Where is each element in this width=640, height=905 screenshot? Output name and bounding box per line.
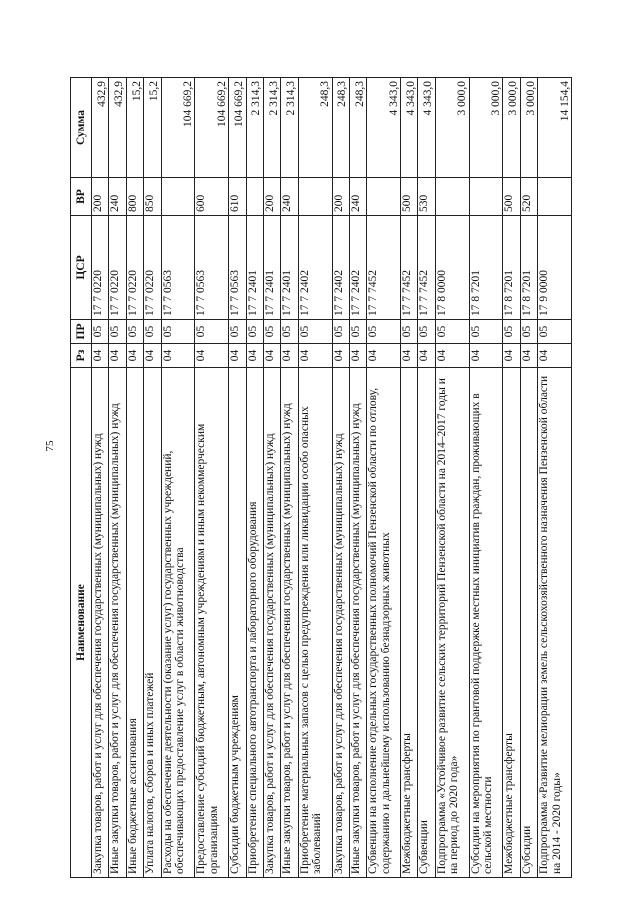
cell-name: Иные закупки товаров, работ и услуг для обеспечения государственных (муниципальных) нужд xyxy=(281,368,298,878)
cell-csr: 17 7 0220 xyxy=(92,216,109,320)
table-row xyxy=(229,78,246,878)
cell-sum: 104 669,2 xyxy=(229,78,246,178)
cell-csr: 17 7 0563 xyxy=(229,216,246,320)
table-row xyxy=(435,78,469,878)
table-row xyxy=(503,78,520,878)
cell-vr: 610 xyxy=(229,178,246,216)
cell-rz: 04 xyxy=(109,344,126,368)
cell-name: Межбюджетные трансферты xyxy=(503,368,520,878)
table-row xyxy=(281,78,298,878)
cell-sum: 2 314,3 xyxy=(246,78,263,178)
cell-name: Приобретение специального автотранспорта и лабораторного оборудования xyxy=(246,368,263,878)
page-number: 75 xyxy=(44,440,56,452)
cell-name: Субсидии на мероприятия по грантовой поддержке местных инициатив граждан, проживающих в сельской местности xyxy=(469,368,503,878)
cell-rz: 04 xyxy=(195,344,229,368)
table-row xyxy=(418,78,435,878)
cell-vr xyxy=(538,178,572,216)
table-row xyxy=(298,78,332,878)
cell-pr: 05 xyxy=(161,320,195,344)
cell-vr: 240 xyxy=(109,178,126,216)
cell-rz: 04 xyxy=(538,344,572,368)
cell-csr: 17 7 2401 xyxy=(263,216,280,320)
cell-sum: 3 000,0 xyxy=(435,78,469,178)
cell-vr: 850 xyxy=(144,178,161,216)
cell-sum: 432,9 xyxy=(109,78,126,178)
cell-vr: 800 xyxy=(126,178,143,216)
table-header-row xyxy=(71,78,92,878)
cell-csr: 17 7 2402 xyxy=(298,216,332,320)
cell-sum: 14 154,4 xyxy=(538,78,572,178)
cell-rz: 04 xyxy=(92,344,109,368)
cell-vr: 530 xyxy=(418,178,435,216)
cell-rz: 04 xyxy=(144,344,161,368)
cell-vr: 500 xyxy=(401,178,418,216)
cell-rz: 04 xyxy=(367,344,401,368)
cell-sum: 248,3 xyxy=(349,78,366,178)
table-row xyxy=(126,78,143,878)
cell-name: Предоставление субсидий бюджетным, автономным учреждениям и иным некоммерческим организациям xyxy=(195,368,229,878)
cell-csr: 17 7 0220 xyxy=(144,216,161,320)
cell-pr: 05 xyxy=(263,320,280,344)
cell-pr: 05 xyxy=(298,320,332,344)
cell-vr: 240 xyxy=(281,178,298,216)
cell-name: Иные закупки товаров, работ и услуг для обеспечения государственных (муниципальных) нужд xyxy=(349,368,366,878)
cell-rz: 04 xyxy=(126,344,143,368)
cell-csr: 17 7 2402 xyxy=(332,216,349,320)
cell-vr: 240 xyxy=(349,178,366,216)
cell-csr: 17 7 7452 xyxy=(418,216,435,320)
cell-sum: 4 343,0 xyxy=(367,78,401,178)
cell-sum: 2 314,3 xyxy=(263,78,280,178)
table-row xyxy=(538,78,572,878)
cell-vr: 520 xyxy=(520,178,537,216)
cell-vr xyxy=(469,178,503,216)
header-rz: Рз xyxy=(71,344,92,368)
table-row xyxy=(195,78,229,878)
header-vr: ВР xyxy=(71,178,92,216)
header-pr: ПР xyxy=(71,320,92,344)
cell-sum: 104 669,2 xyxy=(195,78,229,178)
cell-name: Подпрограмма «Устойчивое развитие сельских территорий Пензенской области на 2014–2017 годы и на период до 2020 года» xyxy=(435,368,469,878)
table-row xyxy=(246,78,263,878)
cell-vr xyxy=(246,178,263,216)
cell-csr: 17 7 2402 xyxy=(349,216,366,320)
table-row xyxy=(520,78,537,878)
header-csr: ЦСР xyxy=(71,216,92,320)
cell-vr xyxy=(435,178,469,216)
table-row xyxy=(401,78,418,878)
cell-name: Закупка товаров, работ и услуг для обеспечения государственных (муниципальных) нужд xyxy=(332,368,349,878)
cell-rz: 04 xyxy=(401,344,418,368)
cell-vr: 200 xyxy=(332,178,349,216)
cell-rz: 04 xyxy=(332,344,349,368)
cell-rz: 04 xyxy=(298,344,332,368)
cell-pr: 05 xyxy=(281,320,298,344)
cell-csr: 17 9 0000 xyxy=(538,216,572,320)
cell-vr: 200 xyxy=(263,178,280,216)
cell-csr: 17 7 0563 xyxy=(161,216,195,320)
cell-vr: 200 xyxy=(92,178,109,216)
cell-rz: 04 xyxy=(281,344,298,368)
cell-csr: 17 7 0563 xyxy=(195,216,229,320)
cell-pr: 05 xyxy=(401,320,418,344)
cell-csr: 17 8 7201 xyxy=(503,216,520,320)
cell-sum: 15,2 xyxy=(126,78,143,178)
cell-rz: 04 xyxy=(418,344,435,368)
cell-pr: 05 xyxy=(418,320,435,344)
cell-csr: 17 7 2401 xyxy=(246,216,263,320)
budget-table xyxy=(70,77,572,878)
table-row xyxy=(263,78,280,878)
cell-pr: 05 xyxy=(195,320,229,344)
cell-csr: 17 8 7201 xyxy=(469,216,503,320)
table-row xyxy=(161,78,195,878)
cell-sum: 432,9 xyxy=(92,78,109,178)
cell-sum: 248,3 xyxy=(332,78,349,178)
cell-rz: 04 xyxy=(520,344,537,368)
cell-rz: 04 xyxy=(503,344,520,368)
cell-sum: 3 000,0 xyxy=(469,78,503,178)
cell-rz: 04 xyxy=(229,344,246,368)
cell-csr: 17 8 7201 xyxy=(520,216,537,320)
cell-csr: 17 7 2401 xyxy=(281,216,298,320)
header-name: Наименование xyxy=(71,368,92,878)
cell-vr: 500 xyxy=(503,178,520,216)
cell-rz: 04 xyxy=(161,344,195,368)
table-row xyxy=(349,78,366,878)
cell-pr: 05 xyxy=(435,320,469,344)
budget-table-rotated xyxy=(70,78,572,878)
cell-vr xyxy=(367,178,401,216)
cell-name: Иные закупки товаров, работ и услуг для обеспечения государственных (муниципальных) нужд xyxy=(109,368,126,878)
table-row xyxy=(144,78,161,878)
cell-name: Межбюджетные трансферты xyxy=(401,368,418,878)
cell-csr: 17 8 0000 xyxy=(435,216,469,320)
cell-sum: 2 314,3 xyxy=(281,78,298,178)
cell-sum: 3 000,0 xyxy=(503,78,520,178)
cell-sum: 4 343,0 xyxy=(401,78,418,178)
cell-pr: 05 xyxy=(349,320,366,344)
cell-pr: 05 xyxy=(144,320,161,344)
cell-pr: 05 xyxy=(109,320,126,344)
table-row xyxy=(469,78,503,878)
cell-sum: 248,3 xyxy=(298,78,332,178)
cell-vr xyxy=(161,178,195,216)
cell-pr: 05 xyxy=(469,320,503,344)
cell-name: Субсидии xyxy=(520,368,537,878)
cell-sum: 104 669,2 xyxy=(161,78,195,178)
cell-rz: 04 xyxy=(246,344,263,368)
cell-pr: 05 xyxy=(92,320,109,344)
cell-sum: 4 343,0 xyxy=(418,78,435,178)
table-row xyxy=(109,78,126,878)
cell-name: Субвенции на исполнение отдельных государственных полномочий Пензенской области по отлову, содержанию и дальнейшему использованию безнадзорных животных xyxy=(367,368,401,878)
cell-name: Уплата налогов, сборов и иных платежей xyxy=(144,368,161,878)
cell-rz: 04 xyxy=(349,344,366,368)
cell-pr: 05 xyxy=(367,320,401,344)
cell-pr: 05 xyxy=(246,320,263,344)
cell-pr: 05 xyxy=(126,320,143,344)
cell-vr xyxy=(298,178,332,216)
cell-name: Приобретение материальных запасов с целью предупреждения или ликвидации особо опасных заболеваний xyxy=(298,368,332,878)
table-row xyxy=(92,78,109,878)
cell-name: Субсидии бюджетным учреждениям xyxy=(229,368,246,878)
cell-rz: 04 xyxy=(263,344,280,368)
cell-csr: 17 7 7452 xyxy=(367,216,401,320)
cell-csr: 17 7 0220 xyxy=(109,216,126,320)
cell-pr: 05 xyxy=(538,320,572,344)
cell-name: Закупка товаров, работ и услуг для обеспечения государственных (муниципальных) нужд xyxy=(263,368,280,878)
cell-sum: 3 000,0 xyxy=(520,78,537,178)
cell-pr: 05 xyxy=(520,320,537,344)
cell-pr: 05 xyxy=(332,320,349,344)
cell-name: Субвенции xyxy=(418,368,435,878)
cell-name: Расходы на обеспечение деятельности (оказание услуг) государственных учреждений, обеспечивающих предоставление услуг в области животноводства xyxy=(161,368,195,878)
table-row xyxy=(367,78,401,878)
cell-pr: 05 xyxy=(229,320,246,344)
cell-rz: 04 xyxy=(435,344,469,368)
cell-pr: 05 xyxy=(503,320,520,344)
cell-vr: 600 xyxy=(195,178,229,216)
cell-name: Закупка товаров, работ и услуг для обеспечения государственных (муниципальных) нужд xyxy=(92,368,109,878)
cell-name: Подпрограмма «Развитие мелиорации земель сельскохозяйственного назначения Пензенской области на 2014 - 2020 годы» xyxy=(538,368,572,878)
header-sum: Сумма xyxy=(71,78,92,178)
cell-name: Иные бюджетные ассигнования xyxy=(126,368,143,878)
cell-csr: 17 7 0220 xyxy=(126,216,143,320)
cell-sum: 15,2 xyxy=(144,78,161,178)
cell-rz: 04 xyxy=(469,344,503,368)
table-row xyxy=(332,78,349,878)
cell-csr: 17 7 7452 xyxy=(401,216,418,320)
